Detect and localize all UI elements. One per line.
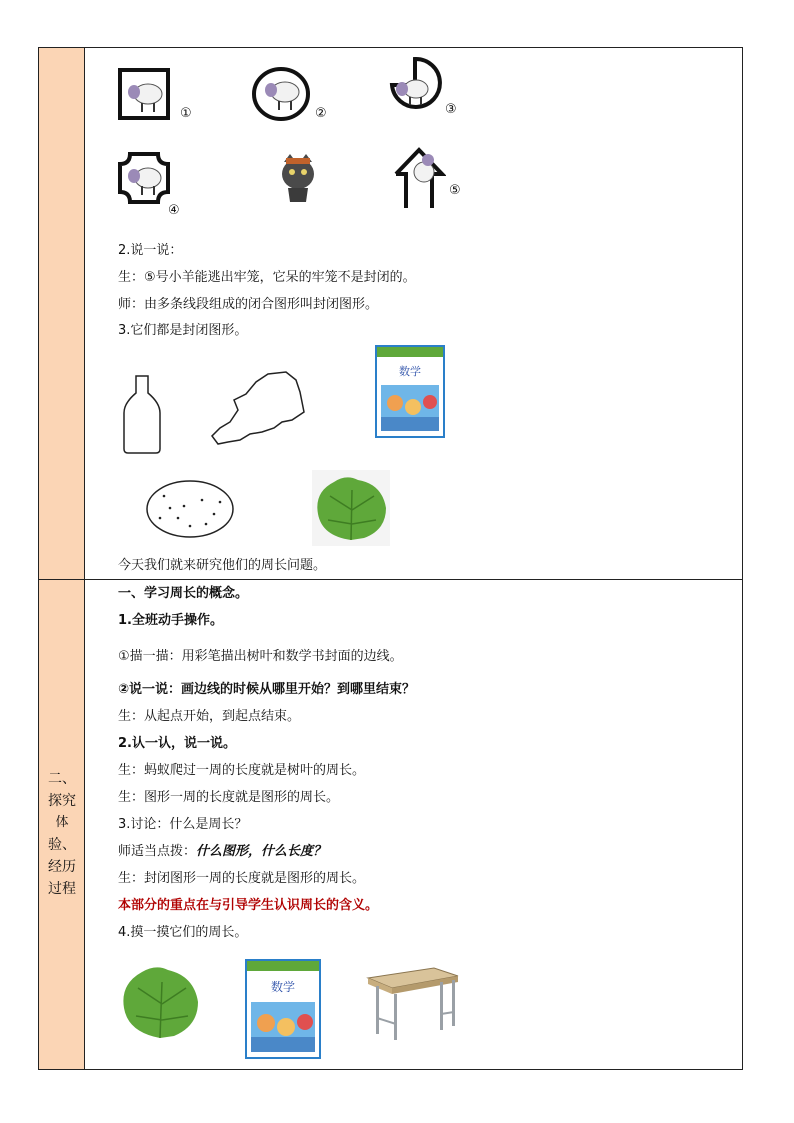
teacher-line: 师：由多条线段组成的闭合图形叫封闭图形。 (118, 297, 379, 312)
hint-emphasis: 什么图形，什么长度？ (196, 844, 327, 859)
country-outline (208, 370, 308, 448)
focus-line: 本部分的重点在与引导学生认识周长的含义。 (118, 898, 379, 913)
book-illustration (251, 1002, 315, 1052)
sheep-arrow-cage (392, 146, 446, 210)
potato-outline (144, 478, 236, 540)
leaf-picture (312, 470, 390, 546)
student-line: 生：⑤号小羊能逃出牢笼，它呆的牢笼不是封闭的。 (118, 270, 416, 285)
operation-title: 1.全班动手操作。 (118, 613, 223, 628)
today-line: 今天我们就来研究他们的周长问题。 (118, 558, 327, 573)
answer-line: 生：从起点开始，到起点结束。 (118, 709, 301, 724)
figure-line: 生：图形一周的长度就是图形的周长。 (118, 790, 340, 805)
section2-label-line: 验、 (48, 837, 76, 853)
section2-label-line: 二、 (48, 771, 76, 787)
figure-number: ② (315, 106, 327, 121)
definition-line: 生：封闭图形一周的长度就是图形的周长。 (118, 871, 366, 886)
section2-label-line: 经历 (48, 859, 76, 875)
section2-label-line: 探究 (48, 793, 76, 809)
hint-line (118, 844, 326, 860)
ask-line: ②说一说：画边线的时候从哪里开始？到哪里结束？ (118, 682, 416, 697)
book-header-band (377, 347, 443, 357)
sheep-fan-cage (388, 55, 442, 111)
sheep-circle-cage (251, 66, 311, 122)
hint-prefix: 师适当点拨： (118, 844, 197, 859)
leaf-picture-2 (118, 960, 202, 1042)
section2-label-line: 体 (55, 815, 69, 830)
book-header-band (247, 961, 319, 971)
row-divider (39, 579, 742, 580)
section2-label (40, 768, 84, 900)
math-book-cover-2 (245, 959, 321, 1059)
closed-shapes-line: 3.它们都是封闭图形。 (118, 323, 248, 338)
sidebar-cell-top (39, 48, 85, 579)
math-book-cover (375, 345, 445, 438)
section2-label-line: 过程 (48, 881, 76, 897)
recognize-title: 2.认一认，说一说。 (118, 736, 236, 751)
sheep-square-cage (118, 68, 170, 120)
figure-number: ④ (168, 203, 180, 218)
book-illustration (381, 385, 439, 431)
desk-picture (364, 964, 460, 1044)
section-heading: 一、学习周长的概念。 (118, 586, 249, 601)
sheep-notched-cage (116, 150, 172, 206)
figure-number: ⑤ (449, 183, 461, 198)
figure-number: ③ (445, 102, 457, 117)
trace-line: ①描一描：用彩笔描出树叶和数学书封面的边线。 (118, 649, 403, 664)
book-title: 数学 (399, 365, 421, 378)
figure-number: ① (180, 106, 192, 121)
book-title: 数学 (270, 980, 295, 994)
discuss-line: 3.讨论：什么是周长？ (118, 817, 248, 832)
bottle-outline (120, 373, 164, 455)
wolf-picture (276, 152, 320, 204)
touch-line: 4.摸一摸它们的周长。 (118, 925, 248, 940)
say-title: 2.说一说： (118, 243, 183, 258)
ant-line: 生：蚂蚁爬过一周的长度就是树叶的周长。 (118, 763, 366, 778)
